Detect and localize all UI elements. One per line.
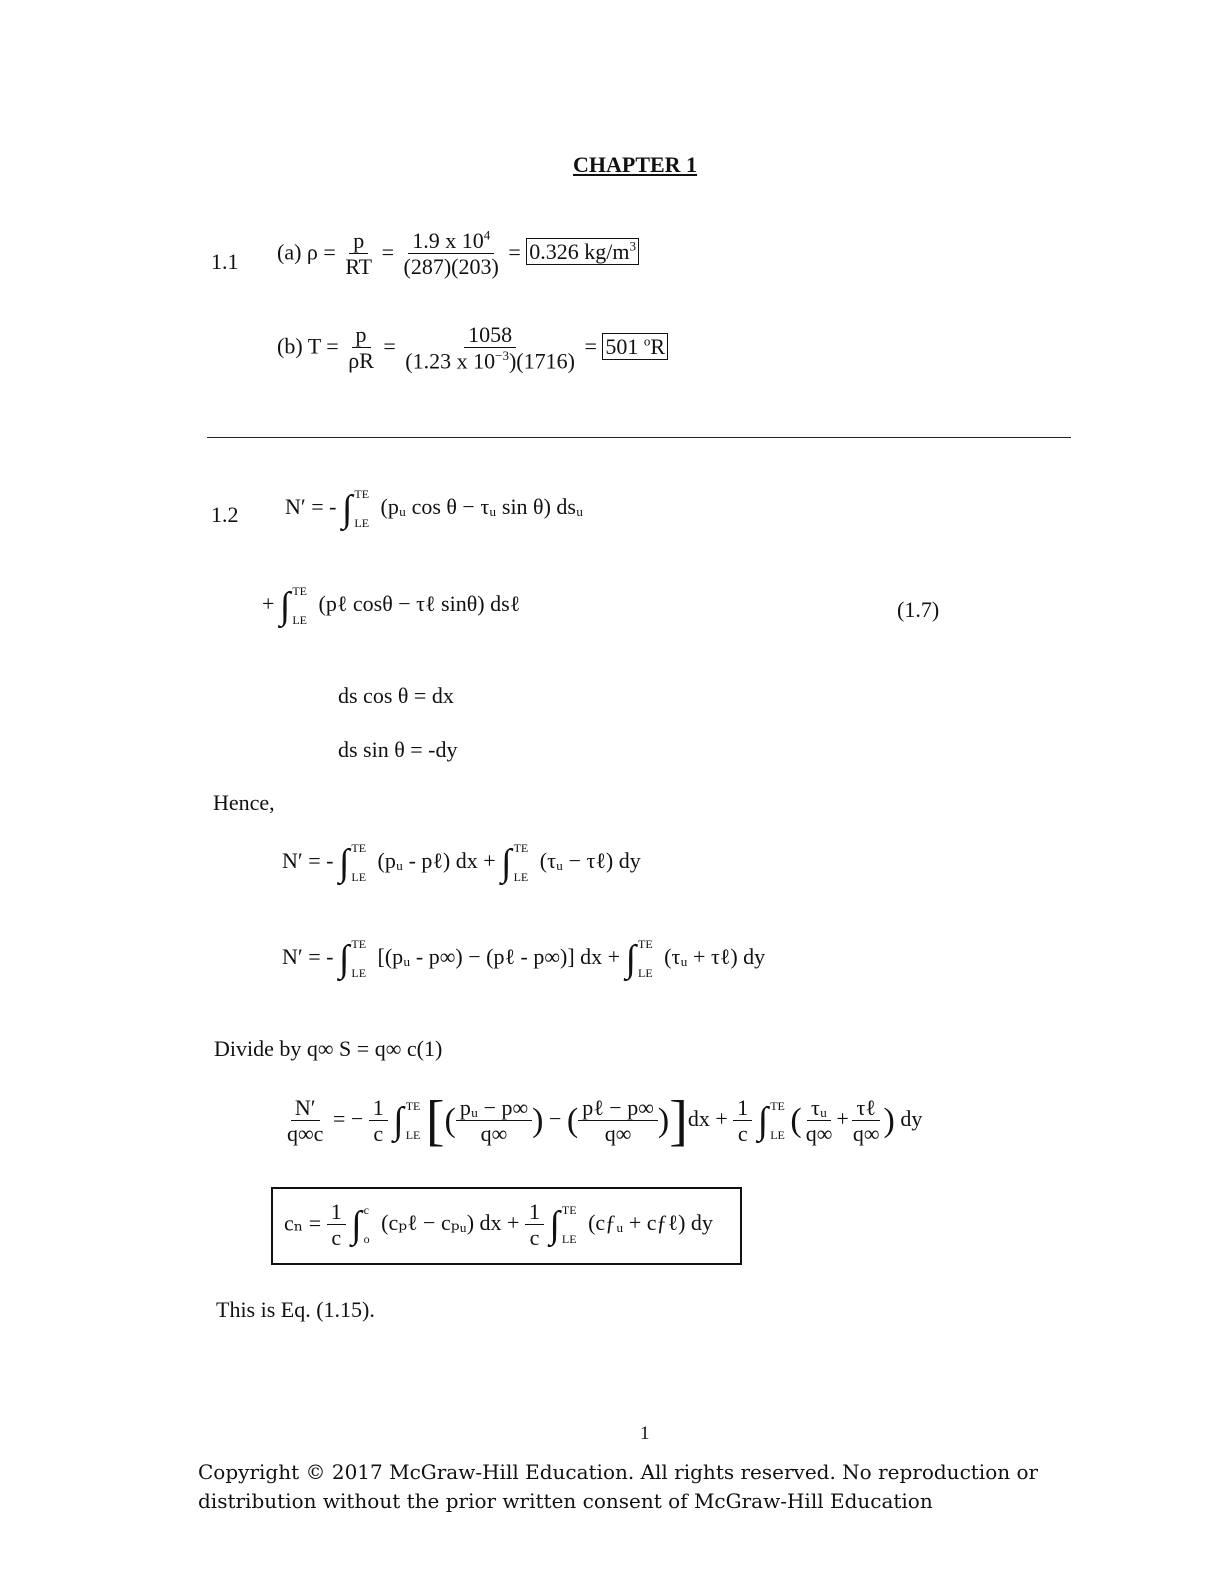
lower-limit: LE [351,870,367,885]
lower-limit: LE [561,1232,577,1247]
lower-limit: LE [638,966,653,981]
degree-mark: o [643,333,651,349]
denominator: q∞ [480,1120,508,1146]
integral-sign: ∫ c o [351,1203,370,1247]
equation-1-2-line3 [282,842,641,884]
copyright-line-1: Copyright © 2017 McGraw-Hill Education. All rights reserved. No reproduction or [198,1460,1039,1484]
numerator: 1 [327,1199,346,1225]
fraction [341,228,376,281]
left-bracket: [ [425,1090,445,1152]
upper-limit: TE [561,1203,577,1218]
left-paren: ( [790,1102,802,1139]
fraction [400,228,503,281]
closing-statement: This is Eq. (1.15). [216,1297,375,1322]
equation-reference: (1.7) [897,597,940,622]
equals: = [508,239,521,265]
numerator: 1 [525,1199,544,1225]
numerator: pℓ − p∞ [578,1095,658,1121]
relation-dx: ds cos θ = dx [338,683,454,708]
dy: dy [900,1106,923,1132]
integral-sign: ∫ TE LE [393,1098,421,1142]
section-divider [207,437,1071,438]
denominator: q∞ [805,1120,833,1146]
chapter-title: CHAPTER 1 [573,152,698,177]
denominator: c [331,1225,342,1251]
integral-sign: ∫ TE LE [549,1203,577,1247]
lower-limit: LE [351,966,367,981]
lower-limit: LE [770,1128,785,1142]
upper-limit: TE [351,937,367,951]
upper-limit: TE [513,841,529,855]
denominator: (287)(203) [403,254,499,280]
denominator: c [373,1120,384,1146]
integrand: (cƒᵤ + cƒℓ) dy [588,1210,713,1236]
denominator: ρR [348,348,374,374]
equation-1-2-line4 [282,938,765,980]
answer-box [526,238,639,265]
lhs: N′ = - [282,848,334,874]
numerator [408,228,494,254]
equation-1-2-line1 [285,488,583,530]
equation-1-1a [277,228,639,281]
numerator: p [352,322,371,348]
answer-box [602,333,668,360]
copyright-notice [198,1458,1038,1516]
integrand: (τᵤ − τℓ) dy [539,848,641,874]
upper-limit: TE [770,1098,785,1113]
numerator: 1058 [464,322,516,348]
integral-sign: ∫ TE LE [338,841,367,885]
part-label: (a) [277,239,302,265]
equals: = [381,239,395,265]
integrand: [(pᵤ - p∞) − (pℓ - p∞)] dx + [377,944,621,970]
denominator: q∞ [604,1120,632,1146]
upper-limit: TE [292,584,308,598]
lhs: N′ = - [285,494,337,520]
exponent: −3 [495,348,509,364]
numerator: pᵤ − p∞ [456,1095,532,1121]
relation-dy: ds sin θ = -dy [338,737,458,762]
left-paren: ( [566,1102,579,1139]
denominator: q∞ [852,1120,880,1146]
answer: 0.326 kg/m [529,239,630,265]
denominator-pre: (1.23 x 10 [405,348,496,374]
plus: + [262,591,275,617]
fraction [344,322,378,375]
integrand: (pᵤ cos θ − τᵤ sin θ) dsᵤ [380,494,584,520]
lower-limit: LE [354,516,370,531]
lhs: ρ = [306,239,336,265]
integral-sign: ∫ TE LE [625,937,653,981]
one-over-c [327,1199,346,1252]
denominator: c [737,1120,748,1146]
problem-number-1-2: 1.2 [211,502,239,527]
part-label: (b) [277,333,303,359]
lhs: cₙ = [284,1210,322,1236]
right-paren: ) [657,1102,670,1139]
pressure-ratio-lower [578,1095,658,1148]
one-over-c [369,1095,388,1148]
equals-minus: = − [332,1106,364,1132]
denominator [401,348,579,375]
one-over-c [733,1095,752,1148]
unit: R [650,333,666,359]
upper-limit: TE [405,1098,421,1113]
integrand: (cₚℓ − cₚᵤ) dx + [381,1210,520,1236]
denominator-post: )(1716) [508,348,575,374]
equation-1-2-normalized [283,1090,923,1152]
lower-limit: LE [292,613,308,628]
integrand: (pᵤ - pℓ) dx + [377,848,496,874]
denominator: q∞c [287,1120,324,1146]
right-paren: ) [883,1102,895,1139]
final-result-equation [284,1199,713,1252]
lhs: T = [307,333,339,359]
upper-limit: TE [638,937,653,951]
right-paren: ) [532,1102,544,1139]
upper-limit: TE [354,487,370,501]
integral-sign: ∫ TE LE [338,937,367,981]
numerator: τℓ [852,1095,879,1121]
numerator: p [349,228,368,254]
integral-sign: ∫ TE LE [501,841,529,885]
integrand: (pℓ cosθ − τℓ sinθ) dsℓ [318,591,521,617]
answer: 501 [605,333,644,359]
exponent: 3 [629,239,636,255]
divide-statement: Divide by q∞ S = q∞ c(1) [214,1036,443,1061]
shear-ratio-lower [849,1095,884,1148]
upper-limit: c [363,1203,369,1218]
fraction [401,322,579,375]
pressure-ratio-upper [456,1095,532,1148]
numerator: 1 [369,1095,388,1121]
integral-sign: ∫ TE LE [757,1098,785,1142]
lower-limit: o [363,1232,370,1247]
denominator: RT [345,254,373,280]
minus: − [549,1106,562,1132]
exponent: 4 [483,227,491,243]
equation-1-1b [277,322,668,375]
numerator: 1 [733,1095,752,1121]
integral-sign: ∫ TE LE [279,584,308,628]
one-over-c [525,1199,544,1252]
upper-limit: TE [351,841,367,855]
equals: = [383,333,396,359]
shear-ratio-upper [802,1095,837,1148]
numerator: τᵤ [807,1095,831,1121]
lower-limit: LE [405,1128,421,1142]
lower-limit: LE [513,870,529,885]
integrand: (τᵤ + τℓ) dy [664,944,766,970]
lhs-fraction [283,1095,327,1148]
denominator: c [529,1225,540,1251]
problem-number-1-1: 1.1 [211,249,239,274]
numerator: N′ [291,1095,320,1121]
equals: = [584,333,597,359]
hence-label: Hence, [213,790,275,815]
page-number: 1 [640,1423,650,1444]
right-bracket: ] [669,1090,688,1152]
lhs: N′ = - [282,944,334,970]
numerator-base: 1.9 x 10 [412,228,484,253]
left-paren: ( [444,1102,456,1139]
copyright-line-2: distribution without the prior written consent of McGraw-Hill Education [198,1489,933,1513]
plus: + [836,1106,849,1132]
dx-plus: dx + [687,1106,728,1132]
integral-sign: ∫ TE LE [341,487,370,531]
equation-1-2-line2 [262,585,520,627]
